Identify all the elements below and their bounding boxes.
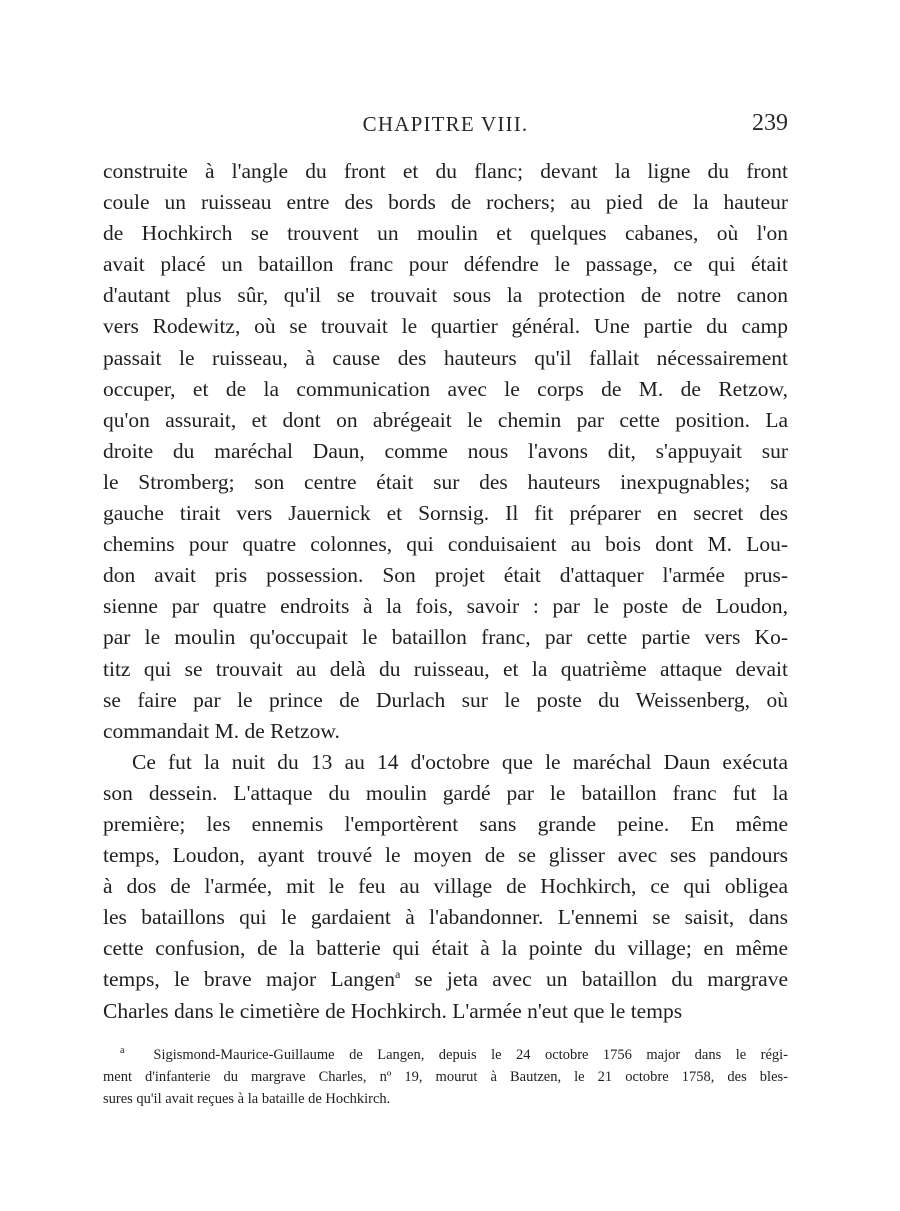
chapter-title: CHAPITRE VIII. bbox=[362, 112, 529, 136]
text-line: Ce fut la nuit du 13 au 14 d'octobre que le maréchal Daun exécuta bbox=[132, 749, 788, 774]
paragraph-2 bbox=[103, 747, 788, 1027]
text-line: chemins pour quatre colonnes, qui conduisaient au bois dont M. Lou- bbox=[103, 532, 788, 557]
text-line: gauche tirait vers Jauernick et Sornsig. Il fit préparer en secret des bbox=[103, 501, 788, 526]
footnote-line: ment d'infanterie du margrave Charles, nº 19, mourut à Bautzen, le 21 octobre 1758, des bles- bbox=[103, 1069, 788, 1085]
text-line: Charles dans le cimetière de Hochkirch. L'armée n'eut que le temps bbox=[103, 998, 683, 1023]
text-line: à dos de l'armée, mit le feu au village de Hochkirch, ce qui obligea bbox=[103, 874, 788, 899]
text-line: d'autant plus sûr, qu'il se trouvait sous la protection de notre canon bbox=[103, 283, 788, 308]
text-line: son dessein. L'attaque du moulin gardé par le bataillon franc fut la bbox=[103, 780, 788, 805]
text-line: coule un ruisseau entre des bords de rochers; au pied de la hauteur bbox=[103, 190, 788, 215]
text-line: droite du maréchal Daun, comme nous l'avons dit, s'appuyait sur bbox=[103, 438, 788, 463]
text-line: occuper, et de la communication avec le corps de M. de Retzow, bbox=[103, 376, 788, 401]
text-line-with-footnote-ref bbox=[103, 964, 788, 995]
footnote-mark: a bbox=[120, 1045, 125, 1057]
text-line: cette confusion, de la batterie qui était à la pointe du village; en même bbox=[103, 936, 788, 961]
text-line: construite à l'angle du front et du flanc; devant la ligne du front bbox=[103, 159, 788, 183]
text-line: sienne par quatre endroits à la fois, savoir : par le poste de Loudon, bbox=[103, 594, 788, 619]
body-text bbox=[103, 156, 788, 1027]
text-line: qu'on assurait, et dont on abrégeait le chemin par cette position. La bbox=[103, 407, 788, 432]
paragraph-1 bbox=[103, 156, 788, 747]
footnote-text: Sigismond-Maurice-Guillaume de Langen, depuis le 24 octobre 1756 major dans le régi- bbox=[153, 1047, 789, 1063]
text-segment: temps, le brave major Langen bbox=[103, 967, 395, 992]
text-segment: se jeta avec un bataillon du margrave bbox=[400, 967, 788, 992]
text-line: de Hochkirch se trouvent un moulin et quelques cabanes, où l'on bbox=[103, 221, 788, 246]
text-line: par le moulin qu'occupait le bataillon franc, par cette partie vers Ko- bbox=[103, 625, 788, 650]
footnotes bbox=[103, 1044, 788, 1110]
text-line: première; les ennemis l'emportèrent sans grande peine. En même bbox=[103, 811, 788, 836]
text-line: commandait M. de Retzow. bbox=[103, 718, 340, 743]
text-line: le Stromberg; son centre était sur des hauteurs inexpugnables; sa bbox=[103, 469, 788, 494]
text-line: se faire par le prince de Durlach sur le poste du Weissenberg, où bbox=[103, 687, 788, 712]
page-number: 239 bbox=[752, 110, 788, 136]
text-line: vers Rodewitz, où se trouvait le quartier général. Une partie du camp bbox=[103, 314, 788, 339]
text-line: titz qui se trouvait au delà du ruisseau, et la quatrième attaque devait bbox=[103, 656, 788, 681]
page-header bbox=[103, 112, 788, 142]
text-line: les bataillons qui le gardaient à l'abandonner. L'ennemi se saisit, dans bbox=[103, 905, 788, 930]
text-line: avait placé un bataillon franc pour défendre le passage, ce qui était bbox=[103, 252, 788, 277]
text-line: temps, Loudon, ayant trouvé le moyen de se glisser avec ses pandours bbox=[103, 843, 788, 868]
text-line: don avait pris possession. Son projet était d'attaquer l'armée prus- bbox=[103, 563, 788, 588]
footnote-reference[interactable]: a bbox=[394, 967, 401, 982]
footnote-line bbox=[103, 1044, 788, 1066]
footnote-line: sures qu'il avait reçues à la bataille de Hochkirch. bbox=[103, 1091, 391, 1107]
text-line: passait le ruisseau, à cause des hauteurs qu'il fallait nécessairement bbox=[103, 345, 788, 370]
